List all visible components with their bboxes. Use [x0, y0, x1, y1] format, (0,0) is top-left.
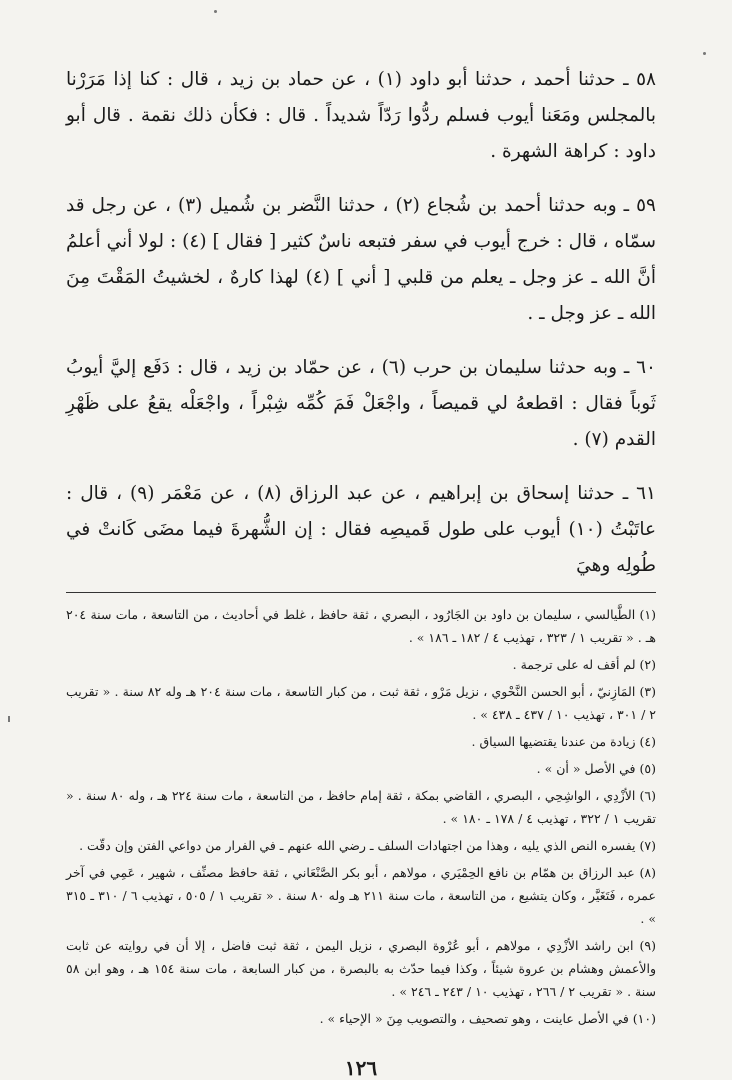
- footnote-8: (٨) عبد الرزاق بن همّام بن نافع الحِمْيَري ، مولاهم ، أبو بكر الصَّنْعَاني ، ثقة حافظ مصنِّف ، شهير ، عَمِي في آخر عمره ، فَتَغَيَّر ، وكان يتشيع ، من التاسعة ، مات سنة ٢١١ هـ وله ٨٠ سنة . « تقريب ١ / ٥٠٥ ، تهذيب ٦ / ٣١٠ ـ ٣١٥ » .: [66, 865, 656, 926]
- book-page: [66, 62, 656, 1080]
- scan-speck: [214, 10, 217, 13]
- paragraph-60: ٦٠ ـ وبه حدثنا سليمان بن حرب (٦) ، عن حمّاد بن زيد ، قال : دَفَع إليَّ أيوبُ ثَوباً فقال : اقطعهُ لي قميصاً ، واجْعَلْ فَمَ كُمِّه شِبْراً ، واجْعَلْه يقعُ على ظَهْرِ القدم (٧) .: [66, 357, 656, 450]
- page-number: ١٢٦: [344, 1056, 378, 1080]
- footnote-9: (٩) ابن راشد الأزْدِي ، مولاهم ، أبو عُرْوة البصري ، نزيل اليمن ، ثقة ثبت فاضل ، إلا أن في روايته عن ثابت والأعمش وهشام بن عروة شيئاً ، وكذا فيما حدّث به بالبصرة ، من كبار السابعة ، مات سنة ١٥٤ هـ ، وهو ابن ٥٨ سنة . « تقريب ٢ / ٢٦٦ ، تهذيب ١٠ / ٢٤٣ ـ ٢٤٦ » .: [66, 938, 656, 999]
- footnote-2: (٢) لم أقف له على ترجمة .: [512, 657, 656, 672]
- paragraph-58: ٥٨ ـ حدثنا أحمد ، حدثنا أبو داود (١) ، عن حماد بن زيد ، قال : كنا إذا مَرَرْنا بالمجلس ومَعَنا أيوب فسلم ردُّوا رَدّاً شديداً . قال : فكأن ذلك نقمة . قال أبو داود : كراهة الشهرة .: [66, 69, 656, 162]
- scan-speck: [8, 716, 10, 722]
- paragraph-59: ٥٩ ـ وبه حدثنا أحمد بن شُجاع (٢) ، حدثنا النَّضر بن شُميل (٣) ، عن رجل قد سمّاه ، قال : خرج أيوب في سفر فتبعه ناسٌ كثير [ فقال ] (٤) : لولا أني أعلمُ أنَّ الله ـ عز وجل ـ يعلم من قلبي [ أني ] (٤) لهذا كارهٌ ، لخشيتُ المَقْتَ مِنَ الله ـ عز وجل ـ .: [66, 195, 656, 324]
- footnote-3: (٣) المَازِنيّ ، أبو الحسن النَّحْوي ، نزيل مَرْو ، ثقة ثبت ، من كبار التاسعة ، مات سنة ٢٠٤ هـ وله ٨٢ سنة . « تقريب ٢ / ٣٠١ ، تهذيب ١٠ / ٤٣٧ ـ ٤٣٨ » .: [66, 684, 656, 722]
- footnotes: [66, 603, 656, 1030]
- paragraph-61: ٦١ ـ حدثنا إسحاق بن إبراهيم ، عن عبد الرزاق (٨) ، عن مَعْمَر (٩) ، قال : عاتَبْتُ (١٠) أيوب على طول قَميصِه فقال : إن الشُّهرةَ فيما مضَى كَانتْ في طُولِه وهيَ: [66, 483, 656, 576]
- footnote-4: (٤) زيادة من عندنا يقتضيها السياق .: [471, 734, 656, 749]
- footnote-6: (٦) الأزْدِي ، الواشِحِي ، البصري ، القاضي بمكة ، ثقة إمام حافظ ، من التاسعة ، مات سنة ٢٢٤ هـ ، وله ٨٠ سنة . « تقريب ١ / ٣٢٢ ، تهذيب ٤ / ١٧٨ ـ ١٨٠ » .: [66, 788, 656, 826]
- footnote-divider: [66, 592, 656, 593]
- footnote-10: (١٠) في الأصل عاينت ، وهو تصحيف ، والتصويب مِنَ « الإحياء » .: [319, 1011, 656, 1026]
- scan-speck: [703, 52, 706, 55]
- footnote-5: (٥) في الأصل « أن » .: [536, 761, 656, 776]
- footnote-1: (١) الطَّيالسي ، سليمان بن داود بن الجَارُود ، البصري ، ثقة حافظ ، غلط في أحاديث ، من التاسعة ، مات سنة ٢٠٤ هـ . « تقريب ١ / ٣٢٣ ، تهذيب ٤ / ١٨٢ ـ ١٨٦ » .: [66, 607, 656, 645]
- footnote-7: (٧) يفسره النص الذي يليه ، وهذا من اجتهادات السلف ـ رضي الله عنهم ـ في الفرار من دواعي الفتن وإن دقّت .: [79, 838, 656, 853]
